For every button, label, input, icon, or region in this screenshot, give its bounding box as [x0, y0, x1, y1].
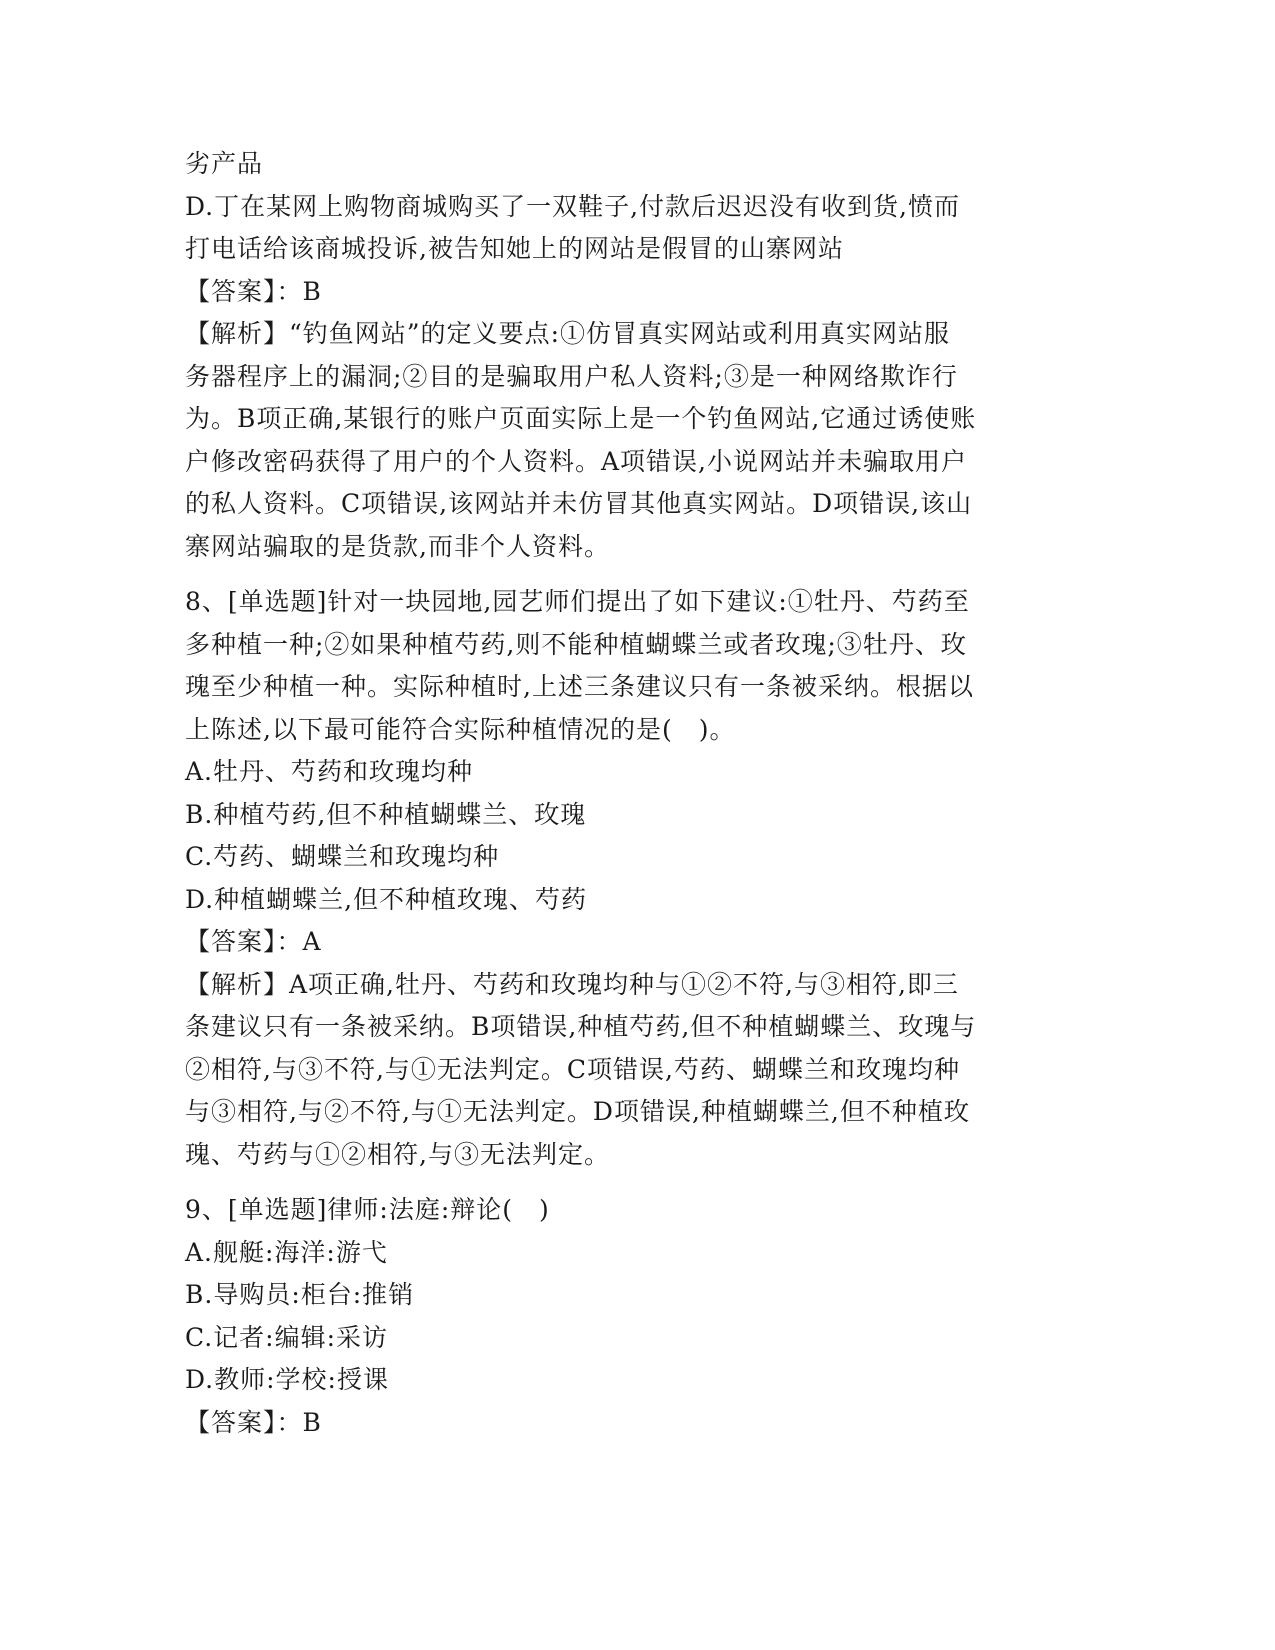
answer-line: 【答案】：B [185, 276, 322, 306]
previous-question [185, 143, 1075, 568]
analysis-line-3: 为。B项正确,某银行的账户页面实际上是一个钓鱼网站,它通过诱使账 [185, 404, 977, 433]
answer-line: 【答案】：A [185, 927, 322, 956]
analysis-line-4: 与③相符,与②不符,与①无法判定。D项错误,种植蝴蝶兰,但不种植玫 [185, 1097, 970, 1126]
option-c-tail: 劣产品 [185, 149, 264, 178]
option-d-line-1: D.丁在某网上购物商城购买了一双鞋子,付款后迟迟没有收到货,愤而 [185, 191, 960, 221]
analysis-line-6: 寨网站骗取的是货款,而非个人资料。 [185, 531, 610, 561]
option-c: C.芍药、蝴蝶兰和玫瑰均种 [185, 842, 500, 871]
option-c: C.记者:编辑:采访 [185, 1322, 389, 1352]
analysis-line-4: 户修改密码获得了用户的个人资料。A项错误,小说网站并未骗取用户 [185, 446, 968, 476]
answer-line: 【答案】：B [185, 1407, 322, 1437]
stem-line-3: 瑰至少种植一种。实际种植时,上述三条建议只有一条被采纳。根据以 [185, 672, 974, 701]
analysis-line-5: 瑰、芍药与①②相符,与③无法判定。 [185, 1139, 610, 1169]
analysis-line-3: ②相符,与③不符,与①无法判定。C项错误,芍药、蝴蝶兰和玫瑰均种 [185, 1054, 960, 1084]
analysis-line-5: 的私人资料。C项错误,该网站并未仿冒其他真实网站。D项错误,该山 [185, 489, 973, 518]
option-b: B.种植芍药,但不种植蝴蝶兰、玫瑰 [185, 799, 587, 829]
option-b: B.导购员:柜台:推销 [185, 1280, 415, 1309]
analysis-line-2: 务器程序上的漏洞;②目的是骗取用户私人资料;③是一种网络欺诈行 [185, 361, 958, 391]
spacer [185, 568, 1075, 581]
option-d-line-2: 打电话给该商城投诉,被告知她上的网站是假冒的山寨网站 [185, 234, 844, 263]
stem-line-4: 上陈述,以下最可能符合实际种植情况的是( )。 [185, 714, 736, 744]
question-8 [185, 581, 1075, 1176]
option-a: A.牡丹、芍药和玫瑰均种 [185, 757, 474, 786]
question-9 [185, 1189, 1075, 1444]
document-page [185, 143, 1075, 1444]
option-d: D.种植蝴蝶兰,但不种植玫瑰、芍药 [185, 884, 588, 914]
option-a: A.舰艇:海洋:游弋 [185, 1237, 388, 1267]
stem-line-2: 多种植一种;②如果种植芍药,则不能种植蝴蝶兰或者玫瑰;③牡丹、玫 [185, 629, 967, 659]
spacer [185, 1176, 1075, 1189]
analysis-line-1: 【解析】“钓鱼网站”的定义要点:①仿冒真实网站或利用真实网站服 [185, 319, 950, 348]
stem-line-1: 9、[单选题]律师:法庭:辩论( ) [185, 1195, 550, 1224]
option-d: D.教师:学校:授课 [185, 1365, 389, 1394]
analysis-line-1: 【解析】A项正确,牡丹、芍药和玫瑰均种与①②不符,与③相符,即三 [185, 969, 959, 999]
analysis-line-2: 条建议只有一条被采纳。B项错误,种植芍药,但不种植蝴蝶兰、玫瑰与 [185, 1012, 977, 1041]
stem-line-1: 8、[单选题]针对一块园地,园艺师们提出了如下建议:①牡丹、芍药至 [185, 587, 970, 616]
